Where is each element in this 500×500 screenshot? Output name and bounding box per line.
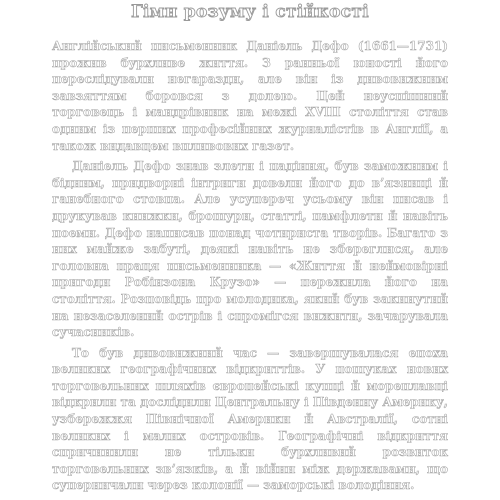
paragraph-3: То був дивовижний час — завершувалася епоха великих географічних відкриттів. У пошуках нових торговельних шляхів європейські купці й мореплавці відкрили та дослідили Центральну і Південну Америку, узбережжя Північної Америки й Австралії, сотні великих і малих островів. Географічні відкриття спричинили не тільки бурхливий розвиток торговельних зв’язків, а й війни між державами, що суперничали через колонії — заморські володіння. xyxy=(52,345,448,493)
article-body xyxy=(52,38,448,498)
paragraph-2: Даніель Дефо знав злети і падіння, був заможним і бідним, придворні інтриги довели його до в’язниці й ганебного стовпа. Але усупереч усьому він писав і друкував книжки, брошури, статті, памфлети й навіть поеми. Дефо написав понад чотириста творів. Багато з них майже забуті, деякі навіть не збереглися, але головна праця письменника — «Життя й неймовірні пригоди Робінзона Крузо» — пережила його на століття. Розповідь про молодика, який був закинутий на незаселений острів і спромігся вижити, зачарувала сучасників. xyxy=(52,159,448,340)
page-title: Гімн розуму і стійкості xyxy=(130,2,370,22)
paragraph-1: Англійський письменник Даніель Дефо (1661—1731) прожив бурхливе життя. З ранньої юності його переслідували негаразди, але він із дивовижним завзяттям боровся з долею. Цей неуспішний торговець і мандрівник на межі XVIII століття став одним із перших професійних журналістів в Англії, а також видавцем впливових газет. xyxy=(52,39,448,153)
